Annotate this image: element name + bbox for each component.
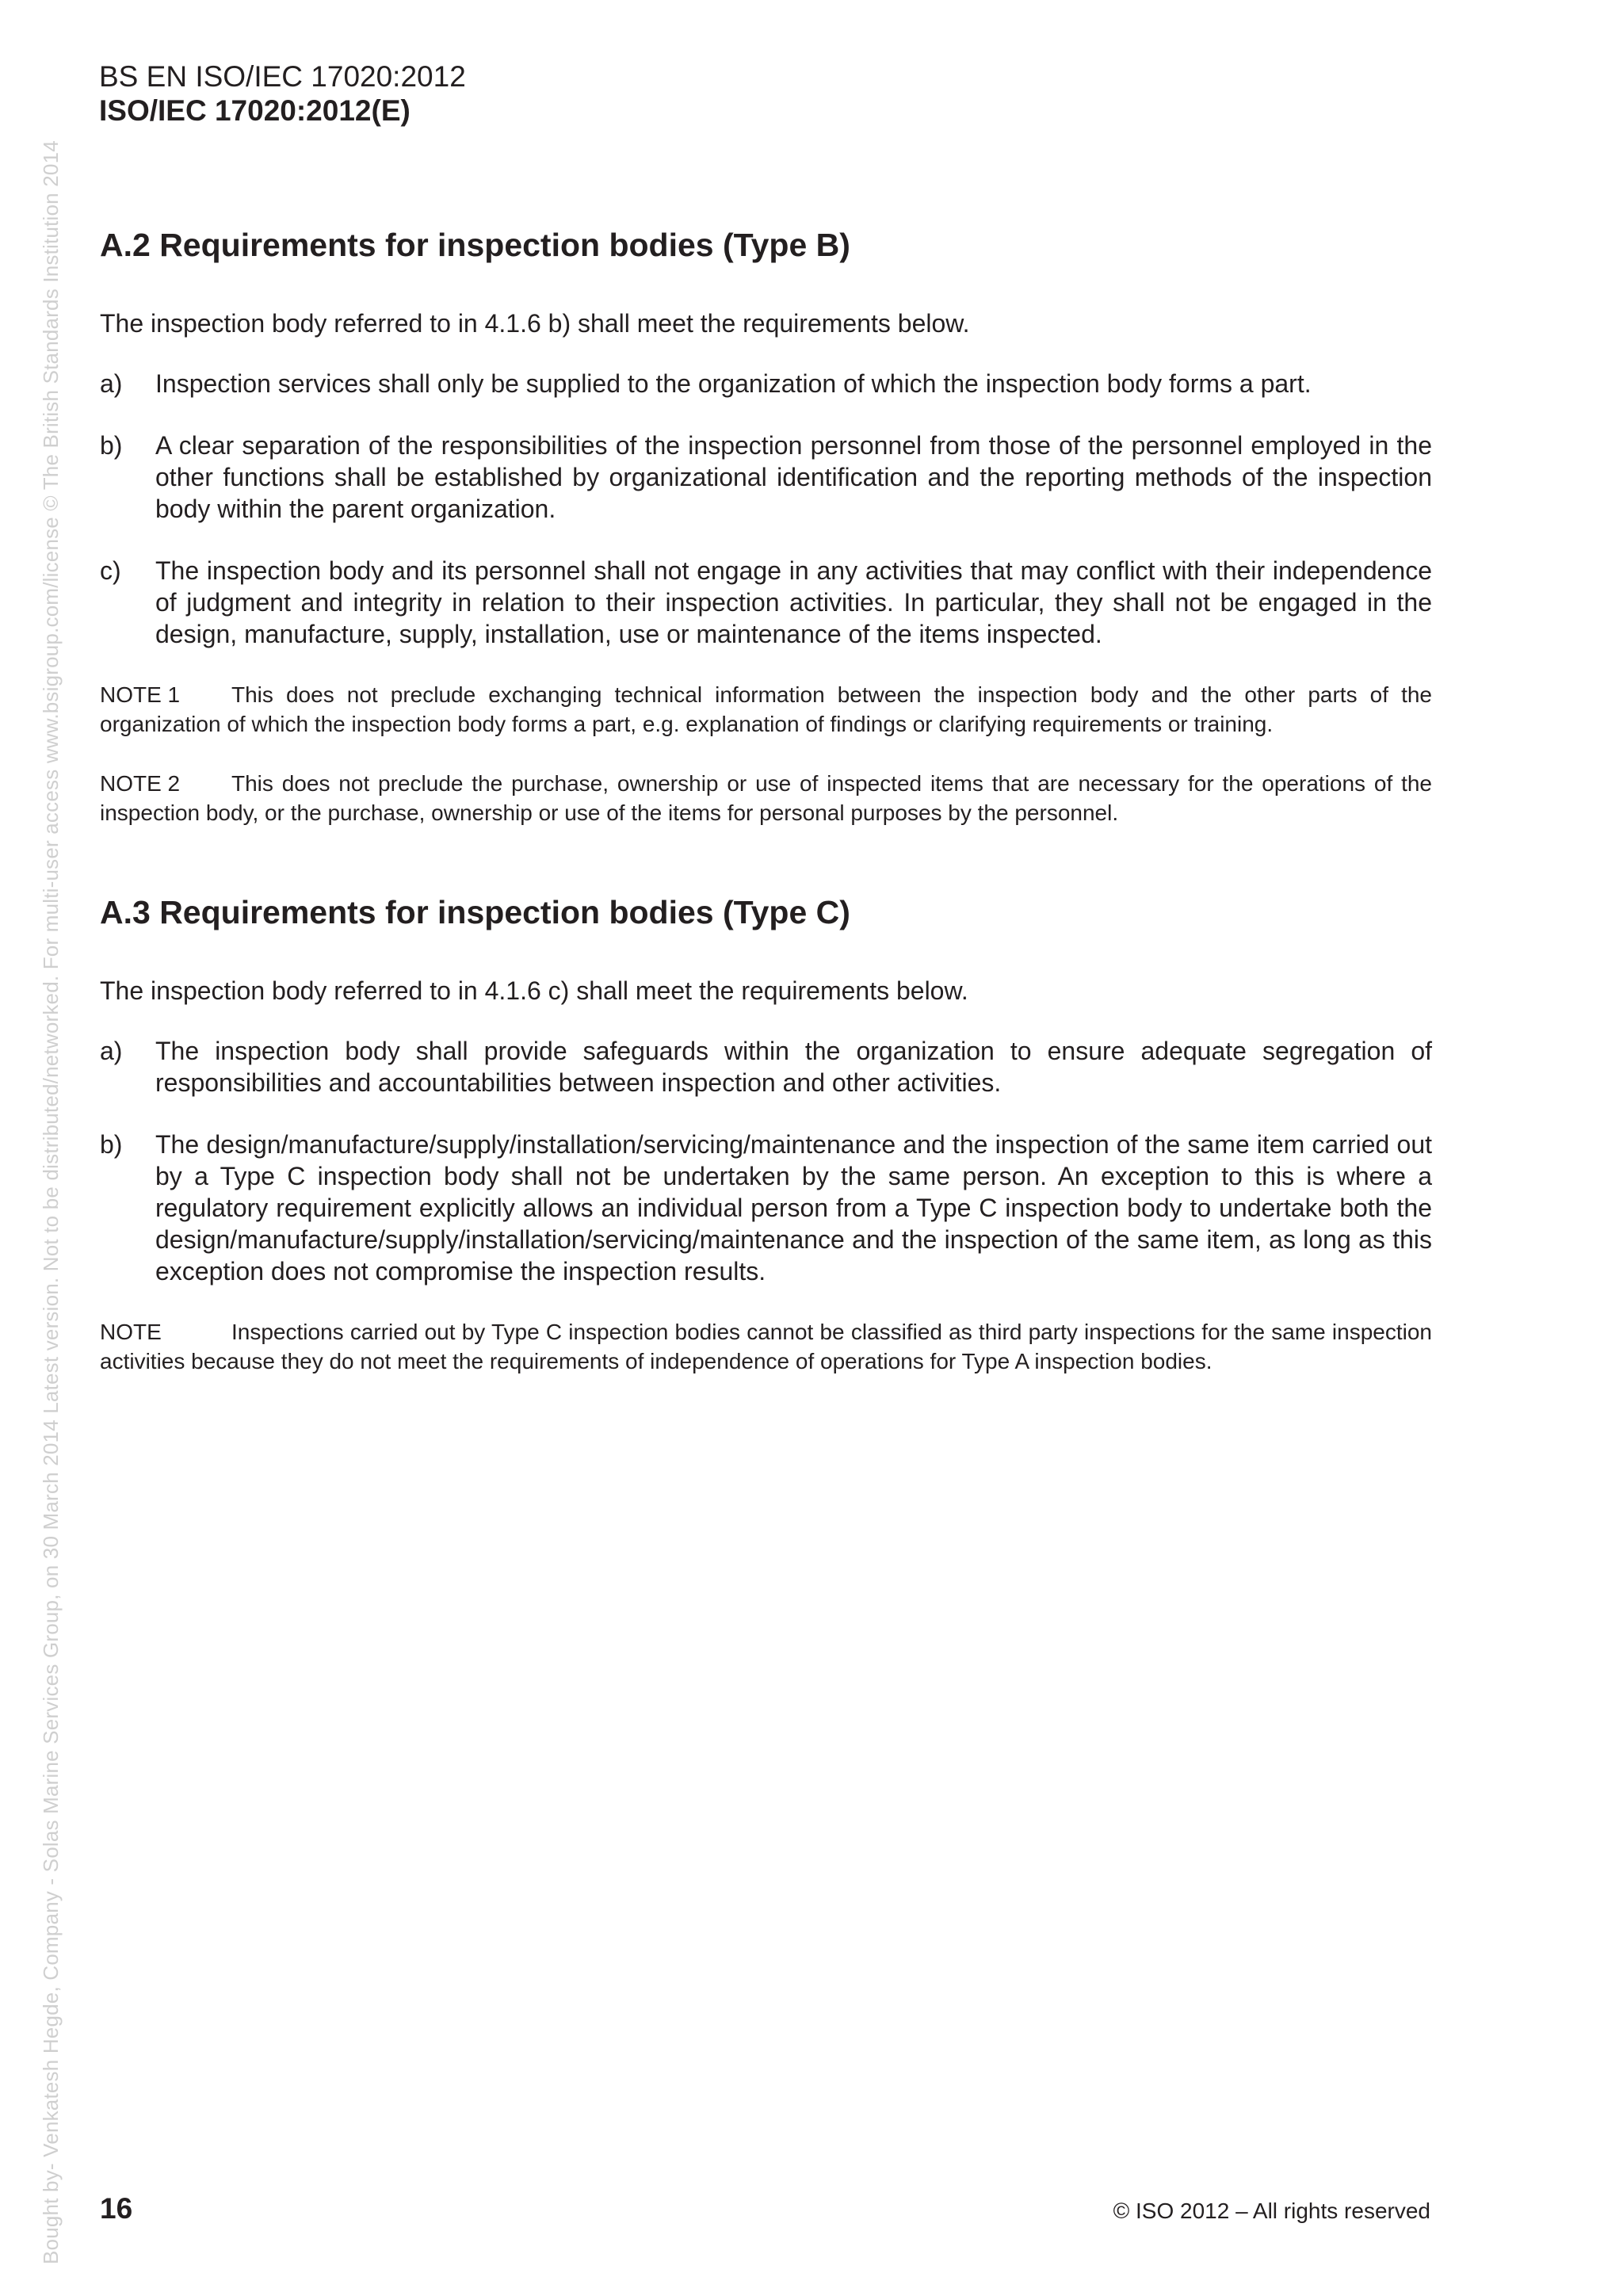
standard-number-bs: BS EN ISO/IEC 17020:2012	[99, 60, 466, 93]
item-marker: a)	[100, 369, 123, 398]
item-text: The inspection body and its personnel shall not engage in any activities that may conflict with their independence of judgment and integrity in relation to their inspection activities. In particular, they shall not be engaged in the design, manufacture, supply, installation, use or maintenance of the items inspected.	[155, 556, 1432, 648]
note-text: This does not preclude exchanging technical information between the inspection body and the other parts of the organization of which the inspection body forms a part, e.g. explanation of findings or clarifying requirements or training.	[100, 682, 1432, 736]
section-heading-a3: A.3 Requirements for inspection bodies (Type C)	[100, 894, 850, 930]
requirement-item	[100, 368, 1432, 399]
copyright-notice: © ISO 2012 – All rights reserved	[1113, 2199, 1430, 2223]
section-lead-a2: The inspection body referred to in 4.1.6 b) shall meet the requirements below.	[100, 309, 970, 338]
item-marker: c)	[100, 556, 121, 585]
section-heading-a2: A.2 Requirements for inspection bodies (Type B)	[100, 227, 850, 263]
note	[100, 680, 1432, 739]
section-spacer	[100, 858, 1432, 891]
page-number: 16	[100, 2192, 133, 2225]
note	[100, 769, 1432, 827]
item-text: A clear separation of the responsibilities of the inspection personnel from those of the personnel employed in the other functions shall be established by organizational identification and the reporting methods of the inspection body within the parent organization.	[155, 431, 1432, 523]
item-text: The inspection body shall provide safeguards within the organization to ensure adequate segregation of responsibilities and accountabilities between inspection and other activities.	[155, 1037, 1432, 1097]
item-text: The design/manufacture/supply/installation/servicing/maintenance and the inspection of the same item carried out by a Type C inspection body shall not be undertaken by the same person. An exception to this is where a regulatory requirement explicitly allows an individual person from a Type C inspection body to undertake both the design/manufacture/supply/installation/servicing/maintenance and the inspection of the same item, as long as this exception does not compromise the inspection results.	[155, 1130, 1432, 1286]
requirement-item	[100, 1129, 1432, 1287]
note-text: Inspections carried out by Type C inspection bodies cannot be classified as third party inspections for the same inspection activities because they do not meet the requirements of independence of operations for Type A inspection bodies.	[100, 1320, 1432, 1373]
item-marker: b)	[100, 1130, 123, 1159]
license-watermark: Bought by- Venkatesh Hegde, Company - Solas Marine Services Group, on 30 March 2014 Latest version. Not to be distributed/networked. For multi-user access www.bsigroup.com/license © The British Standards Institution 2014	[39, 140, 63, 2264]
item-marker: a)	[100, 1037, 123, 1065]
note-text: This does not preclude the purchase, ownership or use of inspected items that are necessary for the operations of the inspection body, or the purchase, ownership or use of the items for personal purposes by the personnel.	[100, 771, 1432, 825]
requirement-item	[100, 430, 1432, 525]
note-label: NOTE 2	[100, 771, 181, 796]
note-label: NOTE	[100, 1320, 162, 1344]
standard-number-iso: ISO/IEC 17020:2012(E)	[99, 94, 411, 127]
requirement-item	[100, 555, 1432, 650]
note	[100, 1317, 1432, 1376]
document-body	[100, 223, 1432, 1406]
item-text: Inspection services shall only be supplied to the organization of which the inspection body forms a part.	[155, 369, 1312, 398]
section-lead-a3: The inspection body referred to in 4.1.6 c) shall meet the requirements below.	[100, 976, 968, 1005]
requirement-item	[100, 1035, 1432, 1098]
note-label: NOTE 1	[100, 682, 181, 707]
item-marker: b)	[100, 431, 123, 460]
